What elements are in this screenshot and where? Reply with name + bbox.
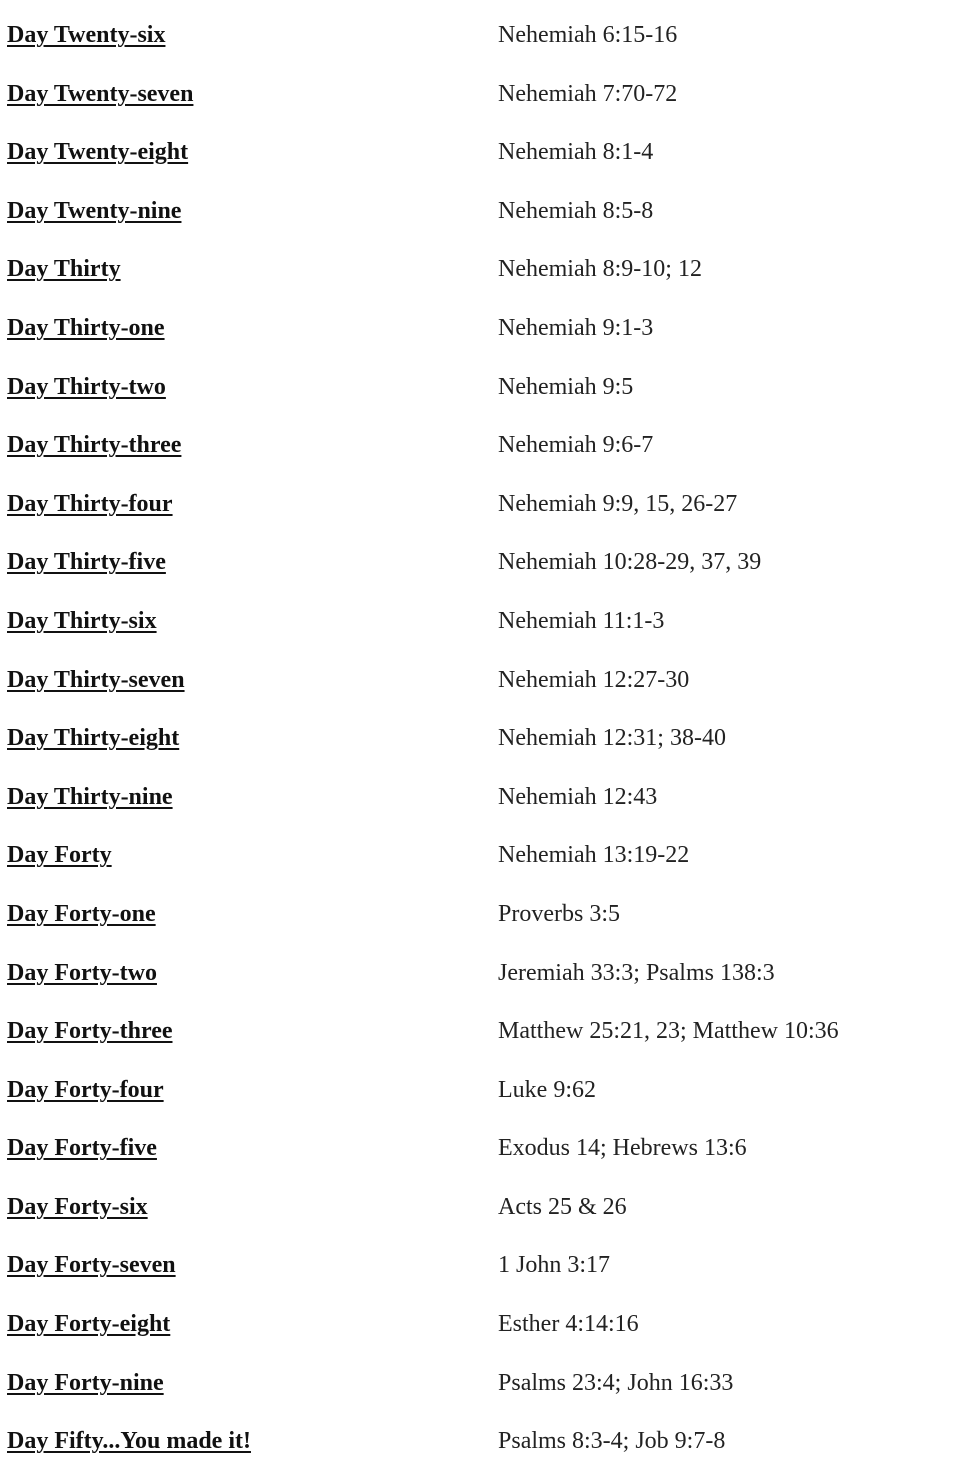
- reading-row: [0, 1289, 979, 1348]
- scripture-reference: Nehemiah 9:1-3: [498, 314, 654, 341]
- day-heading: Day Thirty-five: [7, 549, 166, 576]
- reading-row: [0, 234, 979, 293]
- reading-row: [0, 762, 979, 821]
- scripture-reference: Psalms 23:4; John 16:33: [498, 1369, 734, 1396]
- day-heading: Day Forty-eight: [7, 1311, 171, 1338]
- reading-row: [0, 410, 979, 469]
- reading-row: [0, 820, 979, 879]
- day-heading: Day Fifty...You made it!: [7, 1428, 251, 1455]
- scripture-reference: Nehemiah 8:9-10; 12: [498, 256, 702, 283]
- scripture-reference: Psalms 8:3-4; Job 9:7-8: [498, 1428, 726, 1455]
- day-heading: Day Thirty: [7, 256, 121, 283]
- reading-row: [0, 645, 979, 704]
- reading-row: [0, 586, 979, 645]
- reading-row: [0, 1230, 979, 1289]
- day-heading: Day Twenty-seven: [7, 80, 194, 107]
- day-heading: Day Twenty-nine: [7, 197, 182, 224]
- scripture-reference: Nehemiah 8:1-4: [498, 139, 654, 166]
- scripture-reference: Exodus 14; Hebrews 13:6: [498, 1135, 747, 1162]
- scripture-reference: Nehemiah 13:19-22: [498, 842, 690, 869]
- reading-row: [0, 703, 979, 762]
- reading-row: [0, 1172, 979, 1231]
- scripture-reference: Nehemiah 6:15-16: [498, 22, 678, 48]
- reading-row: [0, 527, 979, 586]
- reading-row: [0, 1113, 979, 1172]
- scripture-reference: Luke 9:62: [498, 1076, 596, 1103]
- scripture-reference: 1 John 3:17: [498, 1252, 611, 1279]
- reading-row: [0, 352, 979, 411]
- scripture-reference: Nehemiah 12:27-30: [498, 666, 690, 693]
- day-heading: Day Forty: [7, 842, 112, 869]
- day-heading: Day Thirty-four: [7, 490, 173, 517]
- day-heading: Day Twenty-eight: [7, 139, 189, 166]
- day-heading: Day Thirty-seven: [7, 666, 185, 693]
- scripture-reference: Nehemiah 9:6-7: [498, 432, 654, 459]
- scripture-reference: Nehemiah 12:43: [498, 783, 658, 810]
- reading-row: [0, 879, 979, 938]
- reading-row: [0, 1348, 979, 1407]
- scripture-reference: Nehemiah 7:70-72: [498, 80, 678, 107]
- scripture-reference: Nehemiah 8:5-8: [498, 197, 654, 224]
- day-heading: Day Thirty-one: [7, 314, 165, 341]
- scripture-reference: Matthew 25:21, 23; Matthew 10:36: [498, 1018, 839, 1045]
- scripture-reference: Acts 25 & 26: [498, 1193, 627, 1220]
- reading-row: [0, 938, 979, 997]
- reading-row: [0, 176, 979, 235]
- day-heading: Day Forty-six: [7, 1193, 148, 1220]
- reading-row: [0, 117, 979, 176]
- reading-row: [0, 469, 979, 528]
- scripture-reference: Nehemiah 9:5: [498, 373, 634, 400]
- day-heading: Day Thirty-two: [7, 373, 166, 400]
- scripture-reference: Jeremiah 33:3; Psalms 138:3: [498, 959, 775, 986]
- reading-row: [0, 0, 979, 59]
- day-heading: Day Forty-two: [7, 959, 157, 986]
- scripture-reference: Nehemiah 11:1-3: [498, 607, 665, 634]
- scripture-reference: Nehemiah 10:28-29, 37, 39: [498, 549, 762, 576]
- reading-row: [0, 59, 979, 118]
- day-heading: Day Forty-five: [7, 1135, 157, 1162]
- day-heading: Day Thirty-six: [7, 607, 157, 634]
- day-heading: Day Thirty-three: [7, 432, 182, 459]
- scripture-reference: Proverbs 3:5: [498, 900, 620, 927]
- day-heading: Day Twenty-six: [7, 22, 166, 48]
- reading-row: [0, 1055, 979, 1114]
- day-heading: Day Thirty-eight: [7, 725, 180, 752]
- day-heading: Day Forty-nine: [7, 1369, 164, 1396]
- scripture-reference: Nehemiah 9:9, 15, 26-27: [498, 490, 738, 517]
- day-heading: Day Forty-four: [7, 1076, 164, 1103]
- reading-row: [0, 1406, 979, 1465]
- day-heading: Day Forty-three: [7, 1018, 173, 1045]
- scripture-reference: Esther 4:14:16: [498, 1311, 639, 1338]
- day-heading: Day Forty-seven: [7, 1252, 176, 1279]
- scripture-reference: Nehemiah 12:31; 38-40: [498, 725, 726, 752]
- reading-row: [0, 293, 979, 352]
- reading-row: [0, 996, 979, 1055]
- day-heading: Day Forty-one: [7, 900, 156, 927]
- day-heading: Day Thirty-nine: [7, 783, 173, 810]
